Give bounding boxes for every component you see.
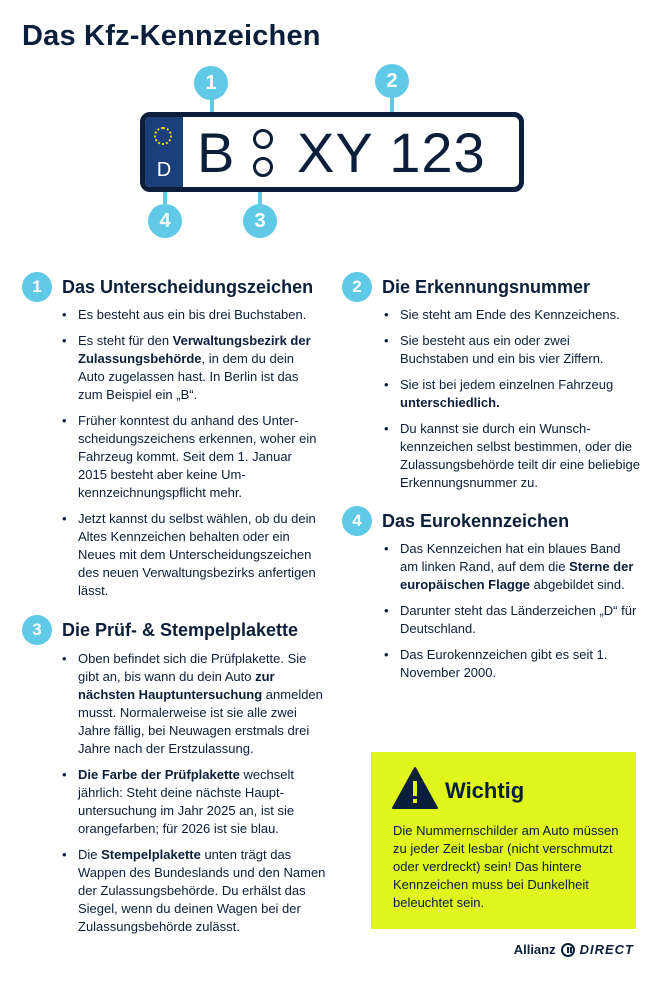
list-item: • Die Farbe der Prüfplakette wechselt jährlich: Steht deine nächste Hauptuntersuchung im Jahr 2025 an, ist sie orangefarben; für 2026 ist sie blau.	[58, 766, 330, 838]
section-number: 2	[342, 272, 372, 302]
list-item: • Es steht für den Verwaltungsbezirk der Zulassungsbehörde, in dem du dein Auto zugelassen hast. In Berlin ist das zum Beispiel ein „B“.	[58, 332, 320, 404]
list-item: • Sie ist bei jedem einzelnen Fahrzeug unterschiedlich.	[380, 376, 642, 412]
section-number: 1	[22, 272, 52, 302]
section-title: Die Prüf- & Stempelplakette	[62, 619, 299, 640]
list-item: • Früher konntest du anhand des Unterscheidungszeichens erkennen, woher ein Fahrzeug kommt. Seit dem 1. Januar 2015 besteht aber keine Umkennzeichnungspflicht mehr.	[58, 412, 320, 502]
section-heading-2	[342, 272, 590, 302]
callout-line-4	[163, 190, 167, 204]
list-item: • Das Eurokennzeichen gibt es seit 1. November 2000.	[380, 646, 642, 682]
logo-direct: DIRECT	[579, 942, 634, 957]
section-list-2	[380, 306, 642, 500]
warning-text: Die Nummernschilder am Auto müssen zu jeder Zeit lesbar (nicht verschmutzt oder verdreckt) sein! Das hintere Kennzeichen muss bei Dunkelheit beleuchtet sein.	[393, 823, 619, 910]
license-plate	[140, 112, 524, 192]
list-item: • Sie besteht aus ein oder zwei Buchstaben und ein bis vier Ziffern.	[380, 332, 642, 368]
callout-badge-2: 2	[375, 64, 409, 98]
section-title: Die Erkennungsnummer	[382, 276, 591, 297]
warning-icon	[391, 766, 439, 810]
section-list-3	[58, 650, 330, 944]
warning-title: Wichtig	[445, 778, 525, 803]
eu-band	[145, 117, 183, 187]
list-item: • Darunter steht das Länderzeichen „D“ für Deutschland.	[380, 602, 642, 638]
district-code: B	[197, 121, 235, 184]
registration-number: XY 123	[297, 121, 486, 184]
warning-box	[371, 752, 636, 929]
callout-line-1	[210, 98, 214, 112]
allianz-direct-logo	[514, 942, 634, 957]
callout-badge-4: 4	[148, 204, 182, 238]
section-heading-3	[22, 615, 298, 645]
list-item: • Sie steht am Ende des Kennzeichens.	[380, 306, 642, 324]
section-title: Das Unterscheidungszeichen	[62, 276, 314, 297]
inspection-sticker-icon	[253, 129, 273, 149]
callout-badge-3: 3	[243, 204, 277, 238]
section-number: 4	[342, 506, 372, 536]
list-item: • Jetzt kannst du selbst wählen, ob du dein Altes Kennzeichen behalten oder ein Neues mit dem Unterscheidungszeichen des neuen Verwaltungsbezirks anfertigen lässt.	[58, 510, 320, 600]
eu-stars-icon	[154, 127, 172, 145]
section-title: Das Eurokennzeichen	[382, 510, 570, 531]
callout-badge-1: 1	[194, 66, 228, 100]
logo-allianz: Allianz	[513, 942, 556, 957]
section-list-1	[58, 306, 320, 608]
allianz-eagle-icon	[561, 943, 575, 957]
list-item: • Es besteht aus ein bis drei Buchstaben.	[58, 306, 320, 324]
section-list-4	[380, 540, 642, 690]
page-title: Das Kfz-Kennzeichen	[22, 20, 321, 52]
list-item: • Du kannst sie durch ein Wunschkennzeichen selbst bestimmen, oder die Zulassungsbehörde teilt dir eine beliebige Erkennungsnummer zu.	[380, 420, 642, 492]
section-number: 3	[22, 615, 52, 645]
registration-seal-icon	[253, 157, 273, 177]
section-heading-4	[342, 506, 569, 536]
list-item: • Die Stempelplakette unten trägt das Wappen des Bundeslands und den Namen der Zulassungsbehörde. Du erhälst das Siegel, wenn du deinen Wagen bei der Zulassungsbehörde zulässt.	[58, 846, 330, 936]
list-item: • Oben befindet sich die Prüfplakette. Sie gibt an, bis wann du dein Auto zur nächsten Hauptuntersuchung anmelden musst. Normalerweise ist sie alle zwei Jahre fällig, bei Neuwagen erstmals drei Jahre nach der Erstzulassung.	[58, 650, 330, 758]
country-code: D	[156, 159, 172, 181]
section-heading-1	[22, 272, 313, 302]
list-item: • Das Kennzeichen hat ein blaues Band am linken Rand, auf dem die Sterne der europäischen Flagge abgebildet sind.	[380, 540, 642, 594]
